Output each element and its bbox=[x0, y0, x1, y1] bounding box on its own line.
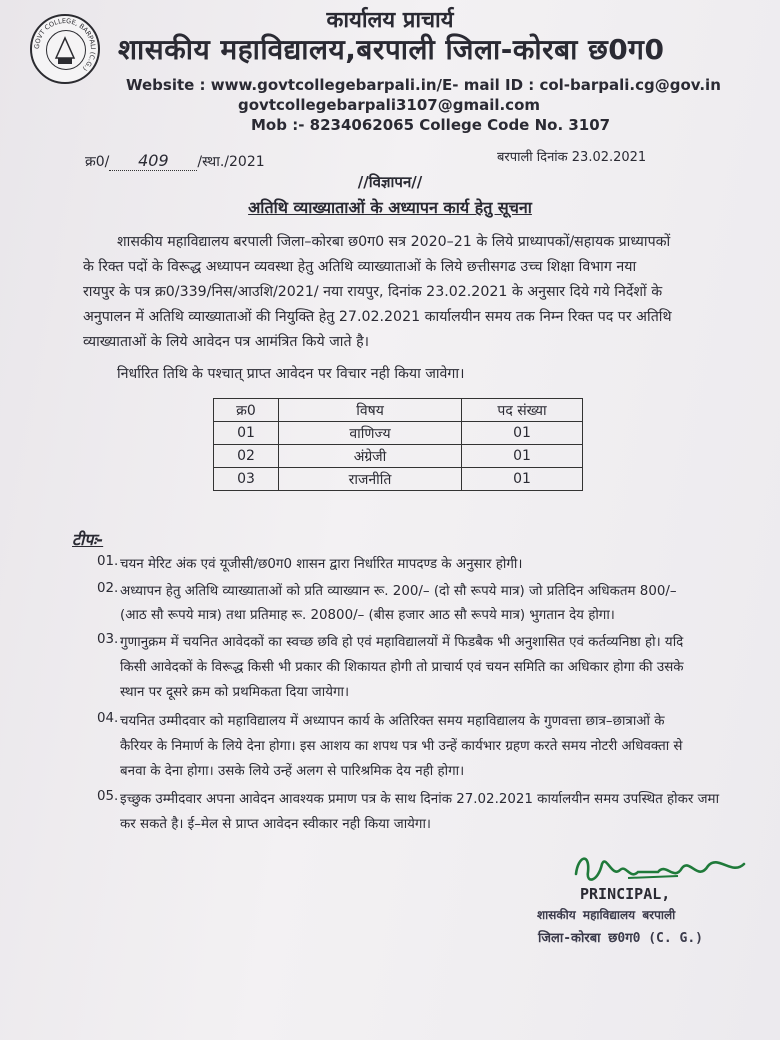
notes-title: टीपः- bbox=[72, 530, 104, 549]
deadline-note: निर्धारित तिथि के पश्चात् प्राप्त आवेदन पर विचार नही किया जावेगा। bbox=[117, 366, 465, 382]
col-header-subject: विषय bbox=[279, 399, 462, 422]
notice-subject: अतिथि व्याख्याताओं के अध्यापन कार्य हेतु सूचना bbox=[248, 198, 532, 217]
website-email-line: Website : www.govtcollegebarpali.in/E- mail ID : col-barpali.cg@gov.in bbox=[126, 76, 721, 94]
cell-posts: 01 bbox=[462, 422, 583, 445]
ref-suffix: /स्था./2021 bbox=[197, 154, 265, 170]
note-3-line-3: स्थान पर दूसरे क्रम को प्रथमिकता दिया जायेगा। bbox=[120, 685, 350, 700]
stamp-line-1: शासकीय महाविद्यालय बरपाली bbox=[537, 908, 676, 922]
cell-serial: 01 bbox=[214, 422, 279, 445]
cell-posts: 01 bbox=[462, 445, 583, 468]
note-number: 02. bbox=[97, 581, 119, 596]
ref-prefix: क्र0/ bbox=[85, 154, 110, 170]
paragraph-line-5: व्याख्याताओं के लिये आवेदन पत्र आमंत्रित किये जाते है। bbox=[83, 334, 369, 350]
note-5-line-1: इच्छुक उम्मीदवार अपना आवेदन आवश्यक प्रमाण पत्र के साथ दिनांक 27.02.2021 कार्यालयीन समय उपस्थित होकर जमा bbox=[120, 792, 720, 807]
paragraph-line-4: अनुपालन में अतिथि व्याख्याताओं की नियुक्ति हेतु 27.02.2021 कार्यालयीन समय तक निम्न रिक्त पद पर अतिथि bbox=[83, 309, 672, 325]
note-4-line-3: बनवा के देना होगा। उसके लिये उन्हें अलग से पारिश्रमिक देय नही होगा। bbox=[120, 764, 465, 779]
reference-number bbox=[85, 151, 265, 171]
note-3-line-1: गुणानुक्रम में चयनित आवेदकों का स्वच्छ छवि हो एवं महाविद्यालयों में फिडबैक भी अनुशासित एवं कर्तव्यनिष्ठा हो। यदि bbox=[120, 635, 684, 650]
note-2-line-2: (आठ सौ रूपये मात्र) तथा प्रतिमाह रू. 20800/– (बीस हजार आठ सौ रूपये मात्र) भुगतान देय होगा। bbox=[120, 608, 615, 623]
table-row bbox=[214, 445, 583, 468]
principal-title: PRINCIPAL, bbox=[580, 885, 671, 903]
ref-handwritten-number: 409 bbox=[109, 151, 197, 171]
office-heading: कार्यालय प्राचार्य bbox=[326, 8, 454, 33]
svg-text:GOVT COLLEGE, BARPALI (C.G.): GOVT COLLEGE, BARPALI (C.G.) bbox=[32, 16, 98, 73]
note-2-line-1: अध्यापन हेतु अतिथि व्याख्याताओं को प्रति व्याख्यान रू. 200/– (दो सौ रूपये मात्र) जो प्रतिदिन अधिकतम 800/– bbox=[120, 584, 677, 599]
note-number: 04. bbox=[97, 711, 119, 726]
cell-serial: 03 bbox=[214, 468, 279, 491]
table-row bbox=[214, 422, 583, 445]
note-4-line-1: चयनित उम्मीदवार को महाविद्यालय में अध्यापन कार्य के अतिरिक्त समय महाविद्यालय के गुणवत्ता छात्र–छात्राओं के bbox=[120, 714, 665, 729]
note-4-line-2: कैरियर के निमार्ण के लिये देना होगा। इस आशय का शपथ पत्र भी उन्हें कार्यभार ग्रहण करते समय नोटरी अधिवक्ता से bbox=[120, 739, 683, 754]
ref-date: बरपाली दिनांक 23.02.2021 bbox=[497, 150, 647, 165]
note-number: 01. bbox=[97, 554, 119, 569]
col-header-posts: पद संख्या bbox=[462, 399, 583, 422]
note-1-line-1: चयन मेरिट अंक एवं यूजीसी/छ0ग0 शासन द्वारा निर्धारित मापदण्ड के अनुसार होगी। bbox=[120, 557, 523, 572]
secondary-email: govtcollegebarpali3107@gmail.com bbox=[238, 96, 540, 114]
cell-serial: 02 bbox=[214, 445, 279, 468]
note-number: 05. bbox=[97, 789, 119, 804]
cell-subject: राजनीति bbox=[279, 468, 462, 491]
college-name-heading: शासकीय महाविद्यालय,बरपाली जिला-कोरबा छ0ग0 bbox=[118, 33, 665, 66]
cell-subject: अंग्रेजी bbox=[279, 445, 462, 468]
paragraph-line-3: रायपुर के पत्र क्र0/339/निस/आउशि/2021/ नया रायपुर, दिनांक 23.02.2021 के अनुसार दिये गये निर्देशों के bbox=[83, 284, 663, 300]
paragraph-line-2: के रिक्त पदों के विरूद्ध अध्यापन व्यवस्था हेतु अतिथि व्याख्याताओं के लिये छत्तीसगढ उच्च शिक्षा विभाग नया bbox=[83, 259, 637, 275]
cell-subject: वाणिज्य bbox=[279, 422, 462, 445]
stamp-line-2: जिला-कोरबा छ0ग0 (C. G.) bbox=[538, 931, 704, 946]
table-row bbox=[214, 468, 583, 491]
table-header-row bbox=[214, 399, 583, 422]
notice-label: //विज्ञापन// bbox=[357, 173, 423, 191]
cell-posts: 01 bbox=[462, 468, 583, 491]
vacancy-table bbox=[213, 398, 583, 491]
note-5-line-2: कर सकते है। ई–मेल से प्राप्त आवेदन स्वीकार नही किया जायेगा। bbox=[120, 817, 432, 832]
col-header-serial: क्र0 bbox=[214, 399, 279, 422]
mobile-code-line: Mob :- 8234062065 College Code No. 3107 bbox=[251, 116, 611, 134]
paragraph-line-1: शासकीय महाविद्यालय बरपाली जिला–कोरबा छ0ग0 सत्र 2020–21 के लिये प्राध्यापकों/सहायक प्राध्यापकों bbox=[117, 234, 671, 250]
note-number: 03. bbox=[97, 632, 119, 647]
note-3-line-2: किसी आवेदकों के विरूद्ध किसी भी प्रकार की शिकायत होगी तो प्राचार्य एवं चयन समिति का अधिकार होगा की उसके bbox=[120, 660, 684, 675]
